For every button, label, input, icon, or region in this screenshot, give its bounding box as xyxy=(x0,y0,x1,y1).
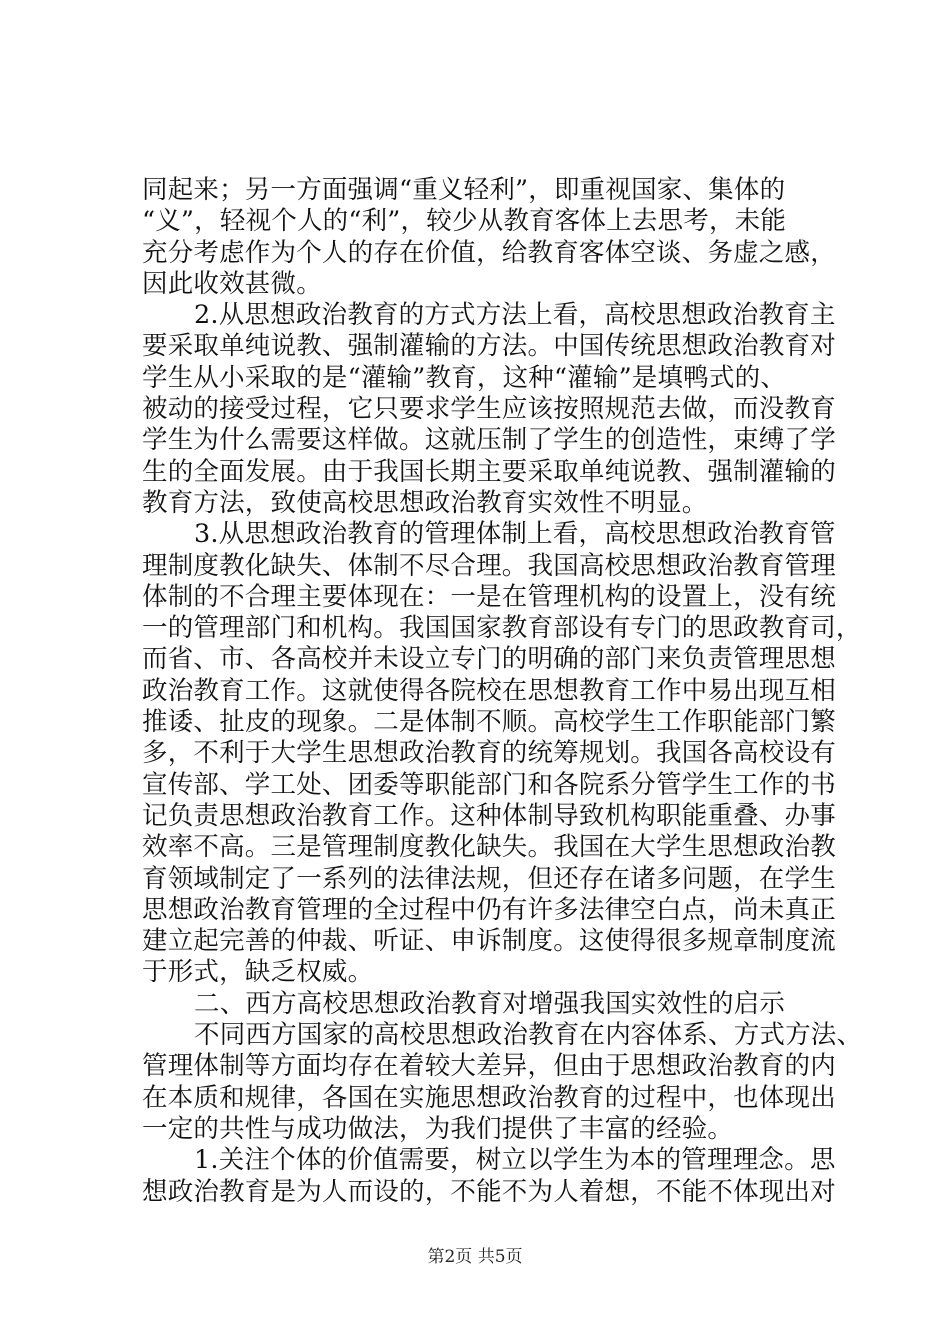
text-line: 体制的不合理主要体现在：一是在管理机构的设置上，没有统 xyxy=(142,581,836,612)
text-line: 于形式，缺乏权威。 xyxy=(142,957,374,988)
text-line: 3.从思想政治教育的管理体制上看，高校思想政治教育管 xyxy=(194,519,836,550)
text-line: 多，不利于大学生思想政治教育的统筹规划。我国各高校设有 xyxy=(142,738,836,769)
text-line: 政治教育工作。这就使得各院校在思想教育工作中易出现互相 xyxy=(142,675,836,706)
text-line: 学生为什么需要这样做。这就压制了学生的创造性，束缚了学 xyxy=(142,425,836,456)
document-body xyxy=(142,175,863,1208)
text-line: 一的管理部门和机构。我国国家教育部设有专门的思政教育司， xyxy=(142,613,862,644)
text-line: 效率不高。三是管理制度教化缺失。我国在大学生思想政治教 xyxy=(142,832,836,863)
text-line: 在本质和规律，各国在实施思想政治教育的过程中，也体现出 xyxy=(142,1082,836,1113)
text-line: 想政治教育是为人而设的，不能不为人着想，不能不体现出对 xyxy=(142,1176,836,1207)
text-line: 宣传部、学工处、团委等职能部门和各院系分管学生工作的书 xyxy=(142,769,836,800)
text-line: 1.关注个体的价值需要，树立以学生为本的管理理念。思 xyxy=(194,1145,836,1176)
page-number-label: 第2页 共5页 xyxy=(427,1247,523,1267)
text-line: 而省、市、各高校并未设立专门的明确的部门来负责管理思想 xyxy=(142,644,836,675)
text-line: 学生从小采取的是“灌输”教育，这种“灌输”是填鸭式的、 xyxy=(142,362,787,393)
text-line: 一定的共性与成功做法，为我们提供了丰富的经验。 xyxy=(142,1113,734,1144)
text-line: 理制度教化缺失、体制不尽合理。我国高校思想政治教育管理 xyxy=(142,550,836,581)
text-line: “义”，轻视个人的“利”，较少从教育客体上去思考，未能 xyxy=(142,206,787,237)
text-line: 推诿、扯皮的现象。二是体制不顺。高校学生工作职能部门繁 xyxy=(142,707,836,738)
text-line: 思想政治教育管理的全过程中仍有许多法律空白点，尚未真正 xyxy=(142,894,836,925)
text-line: 要采取单纯说教、强制灌输的方法。中国传统思想政治教育对 xyxy=(142,331,836,362)
text-line: 管理体制等方面均存在着较大差异，但由于思想政治教育的内 xyxy=(142,1051,836,1082)
text-line: 因此收效甚微。 xyxy=(142,268,322,299)
text-line: 记负责思想政治教育工作。这种体制导致机构职能重叠、办事 xyxy=(142,800,836,831)
page-footer xyxy=(0,1246,950,1268)
text-line: 教育方法，致使高校思想政治教育实效性不明显。 xyxy=(142,487,708,518)
text-line: 同起来；另一方面强调“重义轻利”，即重视国家、集体的 xyxy=(142,175,786,205)
text-line: 被动的接受过程，它只要求学生应该按照规范去做，而没教育 xyxy=(142,394,836,425)
text-line: 育领域制定了一系列的法律法规，但还存在诸多问题，在学生 xyxy=(142,863,836,894)
text-line: 建立起完善的仲裁、听证、申诉制度。这使得很多规章制度流 xyxy=(142,926,836,957)
text-line: 不同西方国家的高校思想政治教育在内容体系、方式方法、 xyxy=(194,1020,863,1051)
text-line: 二、西方高校思想政治教育对增强我国实效性的启示 xyxy=(194,988,786,1019)
text-line: 充分考虑作为个人的存在价值，给教育客体空谈、务虚之感， xyxy=(142,237,836,268)
text-line: 生的全面发展。由于我国长期主要采取单纯说教、强制灌输的 xyxy=(142,456,836,487)
text-line: 2.从思想政治教育的方式方法上看，高校思想政治教育主 xyxy=(194,300,836,331)
